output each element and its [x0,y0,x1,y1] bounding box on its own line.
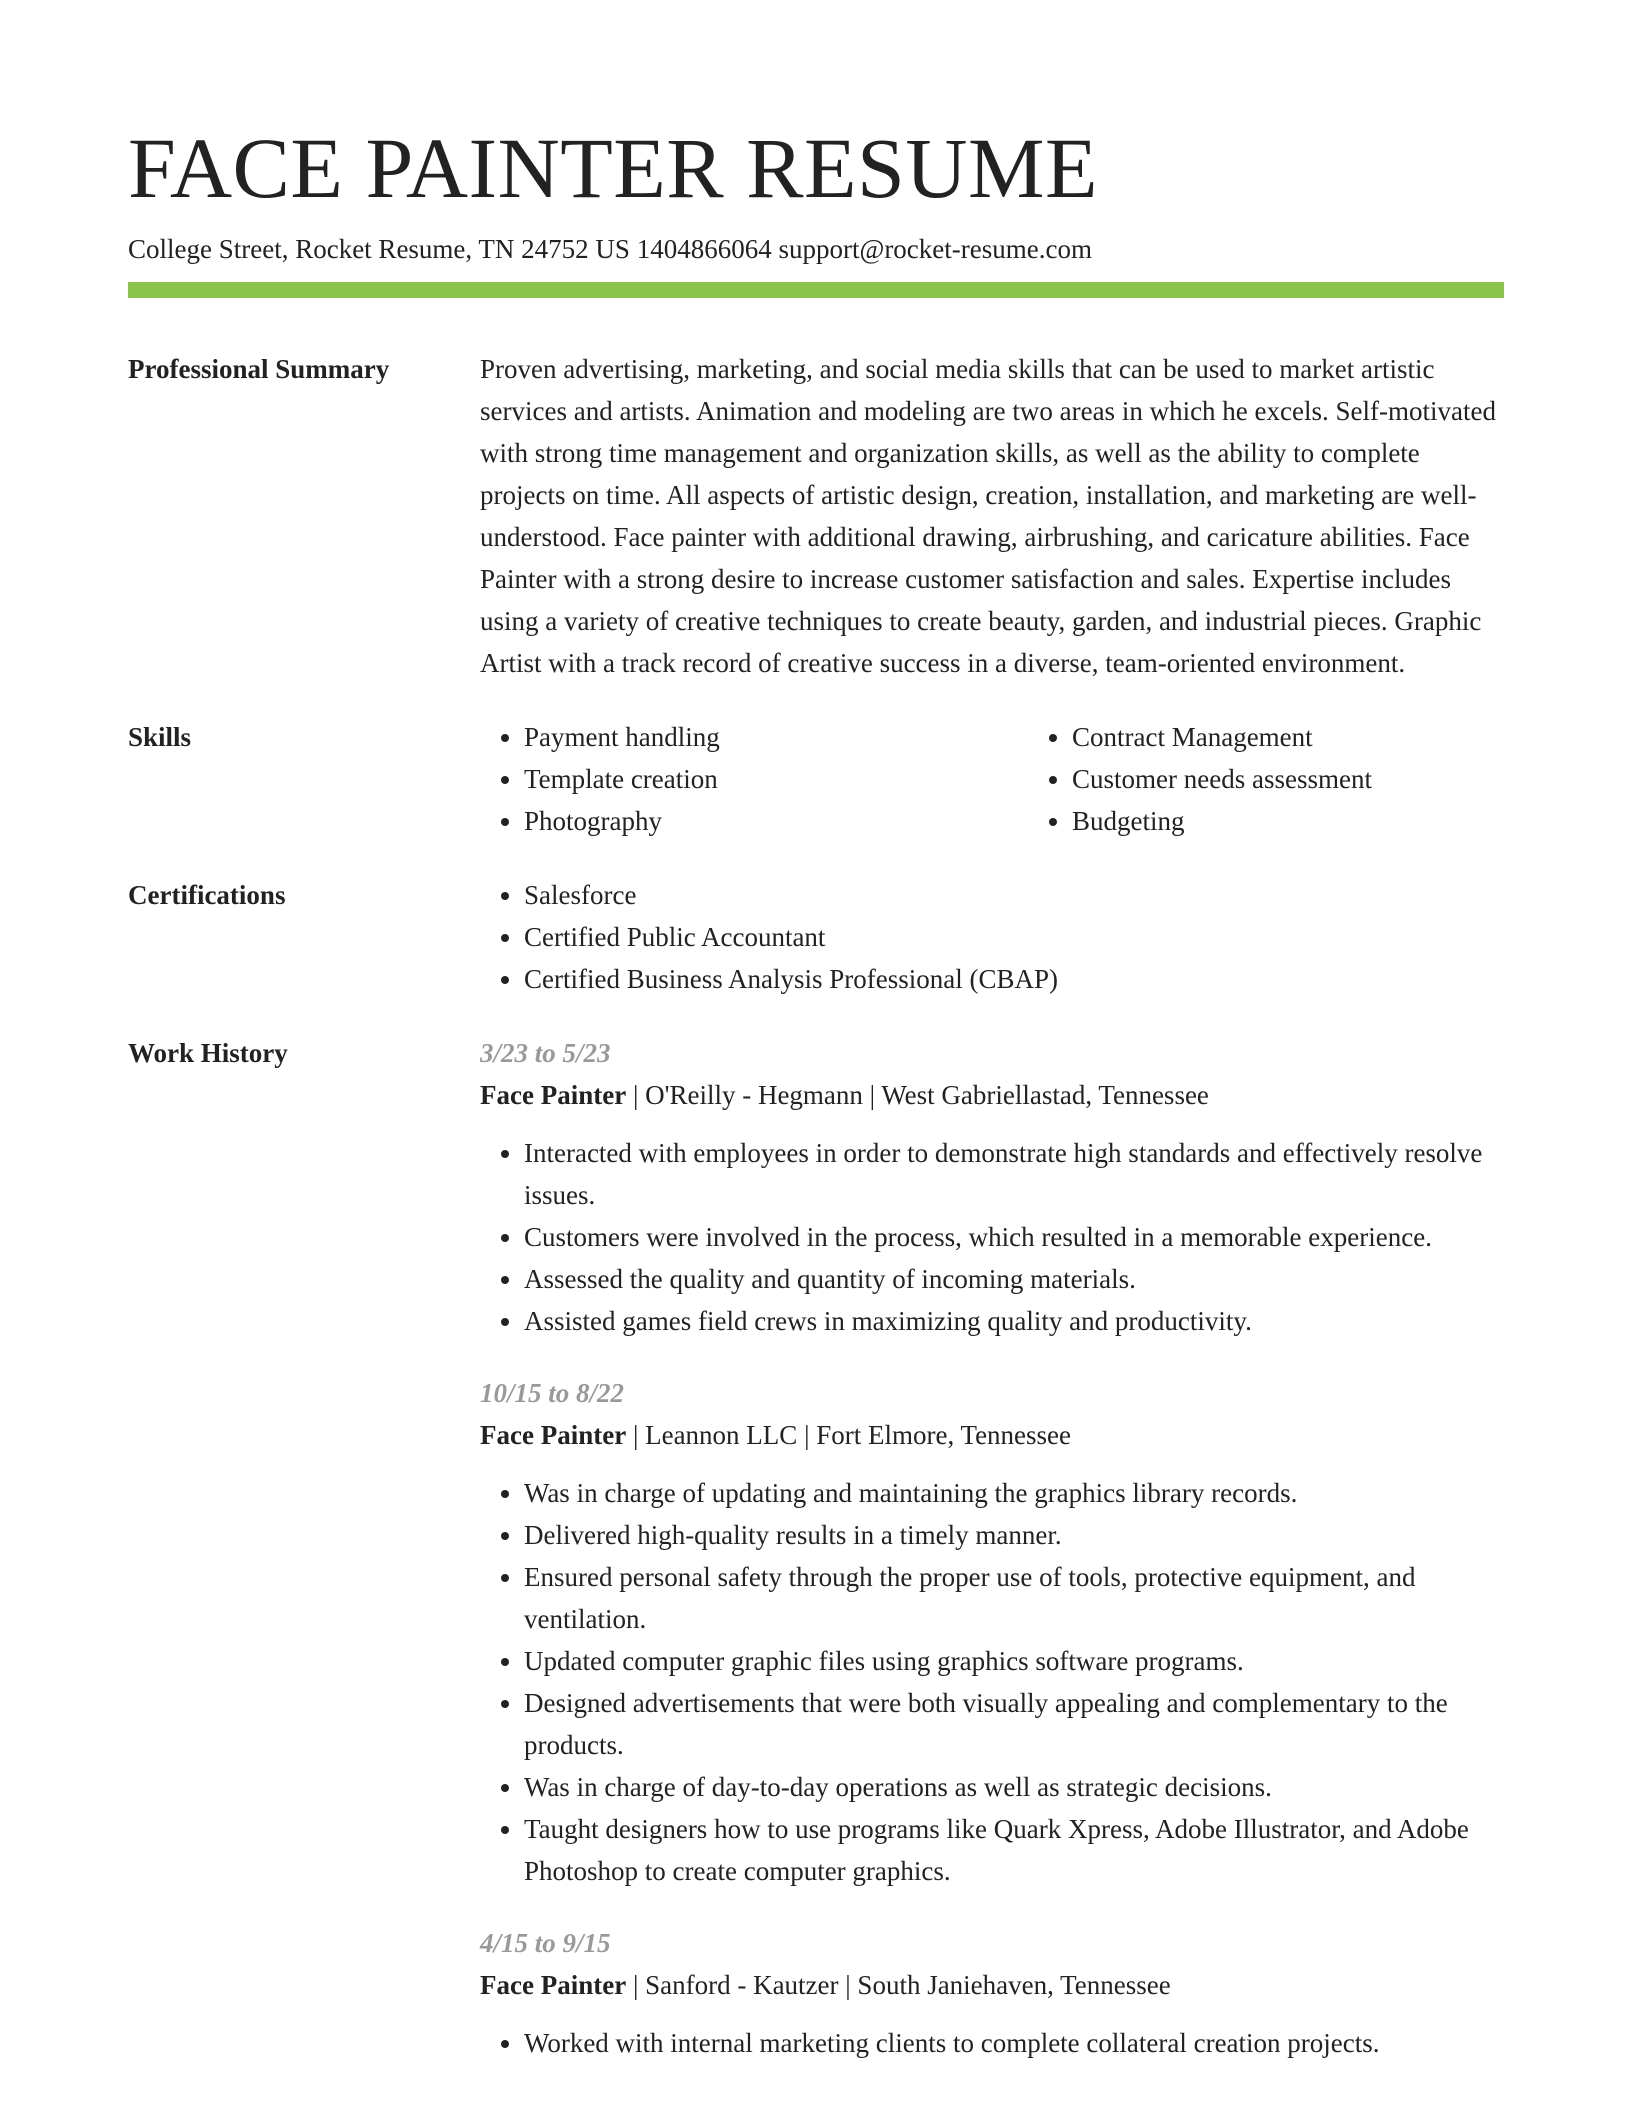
job-bullet: • Was in charge of updating and maintaining the graphics library records. [524,1472,1504,1514]
certifications-list [480,874,1504,1000]
job-entry [480,1032,1504,1342]
job-bullet: • Assessed the quality and quantity of incoming materials. [524,1258,1504,1300]
job-company: Sanford - Kautzer [645,1970,839,2000]
certification-item: • Certified Business Analysis Professional (CBAP) [524,958,1504,1000]
certification-item: • Salesforce [524,874,1504,916]
job-bullet: • Was in charge of day-to-day operations as well as strategic decisions. [524,1766,1504,1808]
job-bullet: • Interacted with employees in order to demonstrate high standards and effectively resolve issues. [524,1132,1504,1216]
skill-item: • Customer needs assessment [1072,758,1576,800]
contact-address: College Street, Rocket Resume, TN 24752 US [128,234,630,264]
job-bullet: • Designed advertisements that were both visually appealing and complementary to the products. [524,1682,1504,1766]
job-title-line: Face Painter | Sanford - Kautzer | South Janiehaven, Tennessee [480,1970,1171,2000]
job-bullet: • Delivered high-quality results in a timely manner. [524,1514,1504,1556]
job-company: Leannon LLC [645,1420,798,1450]
job-bullets [480,1132,1504,1342]
contact-phone: 1404866064 [636,234,772,264]
job-date: 4/15 to 9/15 [480,1928,611,1958]
job-bullets [480,1472,1504,1892]
job-bullet: • Ensured personal safety through the proper use of tools, protective equipment, and ventilation. [524,1556,1504,1640]
job-location: Fort Elmore, Tennessee [816,1420,1072,1450]
job-bullet: • Updated computer graphic files using graphics software programs. [524,1640,1504,1682]
resume-page [128,0,1504,2064]
skill-item: • Photography [524,800,1028,842]
certification-item: • Certified Public Accountant [524,916,1504,958]
job-company: O'Reilly - Hegmann [645,1080,863,1110]
job-title: Face Painter [480,1080,627,1110]
job-date: 3/23 to 5/23 [480,1038,611,1068]
skills-heading: Skills [128,722,192,752]
summary-heading: Professional Summary [128,354,390,384]
job-date: 10/15 to 8/22 [480,1378,625,1408]
certifications-heading: Certifications [128,880,286,910]
job-bullets [480,2022,1504,2064]
job-title: Face Painter [480,1420,627,1450]
work-history-section [128,1032,1504,2064]
job-entry [480,1922,1504,2064]
job-title-line: Face Painter | Leannon LLC | Fort Elmore, Tennessee [480,1420,1072,1450]
job-entry [480,1372,1504,1892]
job-title-line: Face Painter | O'Reilly - Hegmann | West Gabriellastad, Tennessee [480,1080,1209,1110]
job-title: Face Painter [480,1970,627,2000]
skill-item: • Budgeting [1072,800,1576,842]
certifications-section [128,874,1504,1000]
job-bullet: • Worked with internal marketing clients to complete collateral creation projects. [524,2022,1504,2064]
work-history-heading: Work History [128,1038,288,1068]
job-location: South Janiehaven, Tennessee [857,1970,1171,2000]
job-bullet: • Assisted games field crews in maximizing quality and productivity. [524,1300,1504,1342]
skills-list-left [480,716,1028,842]
skill-item: • Template creation [524,758,1028,800]
summary-section [128,348,1504,684]
summary-text: Proven advertising, marketing, and social media skills that can be used to market artistic services and artists. Animation and modeling are two areas in which he excels. Self-motivated with strong time management and organization skills, as well as the ability to complete projects on time. All aspects of artistic design, creation, installation, and marketing are well-understood. Face painter with additional drawing, airbrushing, and caricature abilities. Face Painter with a strong desire to increase customer satisfaction and sales. Expertise includes using a variety of creative techniques to create beauty, garden, and industrial pieces. Graphic Artist with a track record of creative success in a diverse, team-oriented environment. [480,354,1496,678]
skills-list-right [1028,716,1576,842]
job-bullet: • Taught designers how to use programs like Quark Xpress, Adobe Illustrator, and Adobe Photoshop to create computer graphics. [524,1808,1504,1892]
skill-item: • Contract Management [1072,716,1576,758]
skills-section [128,716,1504,842]
job-location: West Gabriellastad, Tennessee [881,1080,1209,1110]
contact-email: support@rocket-resume.com [778,234,1092,264]
header-divider [128,282,1504,298]
resume-title: FACE PAINTER RESUME [128,120,1098,216]
skill-item: • Payment handling [524,716,1028,758]
job-bullet: • Customers were involved in the process, which resulted in a memorable experience. [524,1216,1504,1258]
contact-line [128,232,1504,266]
